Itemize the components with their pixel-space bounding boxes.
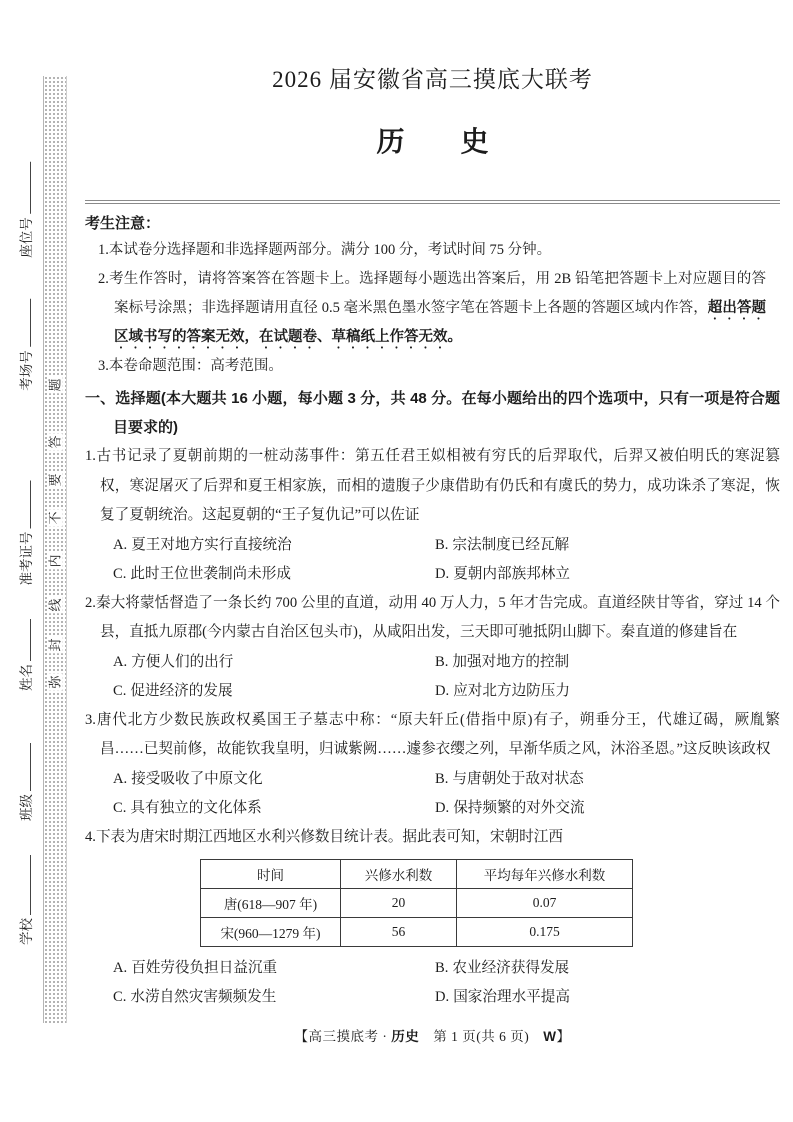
- question-1-stem: [85, 442, 780, 531]
- option-key: B.: [435, 770, 449, 787]
- question-3-stem: [85, 706, 780, 765]
- notice-text: 本试卷分选择题和非选择题两部分。满分 100 分，考试时间 75 分钟。: [108, 242, 552, 258]
- option-c: [113, 560, 435, 589]
- option-d: [435, 560, 757, 589]
- seal-char: 要: [47, 473, 63, 487]
- question-4-stem: [85, 823, 780, 853]
- question-text: 唐代北方少数民族政权奚国王子墓志中称：“原夫轩丘(借指中原)有子，朔垂分王，代雄辽碣，厥胤繁昌……已契前修，故能钦我皇明，归诚紫阙……遽参衣缨之列，早渐华质之风，沐浴圣恩。”这反映该政权: [95, 711, 780, 757]
- question-2-stem: [85, 589, 780, 648]
- table-cell: 56: [341, 918, 457, 947]
- option-text: 百姓劳役负担日益沉重: [131, 960, 278, 976]
- field-class: [15, 743, 35, 821]
- option-text: 农业经济获得发展: [452, 960, 570, 976]
- option-key: D.: [435, 565, 450, 582]
- notice-emphasized-text: 超出答题区域书写的答案无效，在试题卷、草稿纸上作答无效。: [114, 300, 767, 345]
- seal-char: 内: [47, 554, 63, 568]
- option-text: 加强对地方的控制: [452, 653, 570, 670]
- option-c: [113, 983, 435, 1012]
- notice-item-1: [98, 236, 766, 265]
- seal-char: 封: [47, 638, 63, 652]
- table-row: [201, 889, 633, 918]
- table-header-cell: 兴修水利数: [341, 860, 457, 889]
- option-text: 保持频繁的对外交流: [453, 799, 585, 816]
- option-key: D.: [435, 989, 450, 1005]
- exam-subject: 历 史: [376, 126, 489, 157]
- option-c: [113, 794, 435, 823]
- field-name: [15, 619, 35, 691]
- blank-line: [19, 481, 31, 529]
- notice-num: 2.: [98, 271, 109, 287]
- option-text: 具有独立的文化体系: [130, 799, 262, 816]
- table-cell: 20: [341, 889, 457, 918]
- section-heading: 一、选择题(本大题共 16 小题，每小题 3 分，共 48 分。在每小题给出的四个选项中，只有一项是符合题目要求的): [85, 390, 780, 436]
- option-text: 接受吸收了中原文化: [131, 770, 263, 787]
- option-text: 方便人们的出行: [131, 653, 234, 670]
- option-text: 夏朝内部族邦林立: [453, 565, 570, 582]
- option-a: [113, 531, 435, 560]
- question-1-options-row-2: [113, 560, 780, 589]
- field-admission-ticket-number: [15, 481, 35, 586]
- table-cell: 唐(618—907 年): [201, 889, 341, 918]
- option-key: A.: [113, 770, 128, 787]
- seal-char: 不: [47, 511, 63, 525]
- field-label: 准考证号: [19, 531, 34, 586]
- question-text: 秦大将蒙恬督造了一条长约 700 公里的直道，动用 40 万人力，5 年才告完成。直道经陕甘等省，穿过 14 个县，直抵九原郡(今内蒙古自治区包头市)，从咸阳出发，三天即可驰抵阴山脚下。秦直道的修建旨在: [95, 594, 780, 640]
- option-key: C.: [113, 989, 127, 1005]
- footer-page-number: 第 1 页(共 6 页): [419, 1029, 544, 1044]
- option-text: 促进经济的发展: [130, 682, 233, 699]
- table-cell: 0.175: [457, 918, 633, 947]
- blank-line: [19, 743, 31, 791]
- option-key: A.: [113, 536, 128, 553]
- field-label: 考场号: [19, 350, 34, 391]
- notice-num: 3.: [98, 358, 109, 374]
- field-school: [15, 855, 35, 945]
- field-label: 班级: [19, 794, 34, 821]
- question-number: 4.: [85, 828, 96, 845]
- option-a: [113, 765, 435, 794]
- table-cell: 0.07: [457, 889, 633, 918]
- question-3-options-row-1: [113, 765, 780, 794]
- question-number: 2.: [85, 594, 96, 611]
- option-d: [435, 677, 757, 706]
- blank-line: [19, 299, 31, 347]
- option-d: [435, 794, 757, 823]
- field-room-number: [15, 299, 35, 391]
- blank-line: [19, 619, 31, 661]
- question-4-options-row-1: [113, 954, 780, 983]
- notice-text: 考生作答时，请将答案答在答题卡上。选择题每小题选出答案后，用 2B 铅笔把答题卡上对应题目的答案标号涂黑；非选择题请用直径 0.5 毫米黑色墨水签字笔在答题卡上各题的答题区域内作答，: [108, 271, 766, 316]
- table-header-cell: 平均每年兴修水利数: [457, 860, 633, 889]
- footer-text: 【高三摸底考 ·: [294, 1029, 392, 1044]
- option-key: C.: [113, 565, 127, 582]
- option-text: 应对北方边防压力: [453, 682, 570, 699]
- footer-subject: 历史: [391, 1029, 420, 1044]
- option-key: A.: [113, 960, 128, 976]
- question-1-options-row-1: [113, 531, 780, 560]
- exam-title: 2026 届安徽省高三摸底大联考: [272, 67, 593, 92]
- seal-char: 弥: [47, 675, 63, 689]
- seal-char: 题: [47, 378, 63, 392]
- field-label: 姓名: [19, 664, 34, 691]
- option-key: B.: [435, 960, 449, 976]
- option-key: D.: [435, 799, 450, 816]
- question-2-options-row-1: [113, 648, 780, 677]
- option-a: [113, 648, 435, 677]
- option-b: [435, 648, 757, 677]
- option-text: 宗法制度已经瓦解: [452, 536, 570, 553]
- title-divider: [85, 200, 780, 204]
- seal-line-band: [43, 76, 67, 1023]
- question-number: 1.: [85, 448, 96, 464]
- option-b: [435, 531, 757, 560]
- field-label: 学校: [19, 918, 34, 945]
- option-d: [435, 983, 757, 1012]
- blank-line: [19, 855, 31, 915]
- field-seat-number: [15, 162, 35, 258]
- water-conservancy-table: [200, 859, 633, 947]
- notice-item-3: [98, 352, 766, 381]
- option-key: B.: [435, 536, 449, 553]
- question-4-options-row-2: [113, 983, 780, 1012]
- question-2-options-row-2: [113, 677, 780, 706]
- page-footer: [85, 1025, 780, 1045]
- option-text: 此时王位世袭制尚未形成: [130, 565, 291, 582]
- question-text: 古书记录了夏朝前期的一桩动荡事件：第五任君王姒相被有穷氏的后羿取代，后羿又被伯明氏的寒浞篡权，寒浞屠灭了后羿和夏王相家族，而相的遗腹子少康借助有仍氏和有虞氏的势力，成功诛杀了寒浞，恢复了夏朝统治。这起夏朝的“王子复仇记”可以佐证: [95, 448, 780, 523]
- option-text: 国家治理水平提高: [453, 989, 570, 1005]
- blank-line: [19, 162, 31, 214]
- option-key: A.: [113, 653, 128, 670]
- question-3-options-row-2: [113, 794, 780, 823]
- option-c: [113, 677, 435, 706]
- seal-char: 答: [47, 435, 63, 449]
- option-a: [113, 954, 435, 983]
- footer-text: 】: [556, 1029, 571, 1044]
- option-key: D.: [435, 682, 450, 699]
- main-content: [85, 0, 780, 1045]
- option-text: 夏王对地方实行直接统治: [131, 536, 292, 553]
- notice-item-2: [98, 265, 766, 352]
- seal-char: 线: [47, 598, 63, 612]
- field-label: 座位号: [19, 217, 34, 258]
- table-row: [201, 918, 633, 947]
- option-key: B.: [435, 653, 449, 670]
- question-text: 下表为唐宋时期江西地区水利兴修数目统计表。据此表可知，宋朝时江西: [95, 828, 563, 845]
- notice-num: 1.: [98, 242, 109, 258]
- notice-list: [98, 236, 766, 381]
- option-b: [435, 765, 757, 794]
- table-header-cell: 时间: [201, 860, 341, 889]
- table-header-row: [201, 860, 633, 889]
- option-key: C.: [113, 799, 127, 816]
- question-number: 3.: [85, 711, 96, 728]
- option-key: C.: [113, 682, 127, 699]
- table-cell: 宋(960—1279 年): [201, 918, 341, 947]
- option-text: 水涝自然灾害频频发生: [130, 989, 277, 1005]
- notice-text: 本卷命题范围：高考范围。: [108, 358, 283, 374]
- option-b: [435, 954, 757, 983]
- option-text: 与唐朝处于敌对状态: [452, 770, 584, 787]
- notice-heading: 考生注意：: [85, 215, 161, 232]
- footer-code: W: [543, 1029, 557, 1044]
